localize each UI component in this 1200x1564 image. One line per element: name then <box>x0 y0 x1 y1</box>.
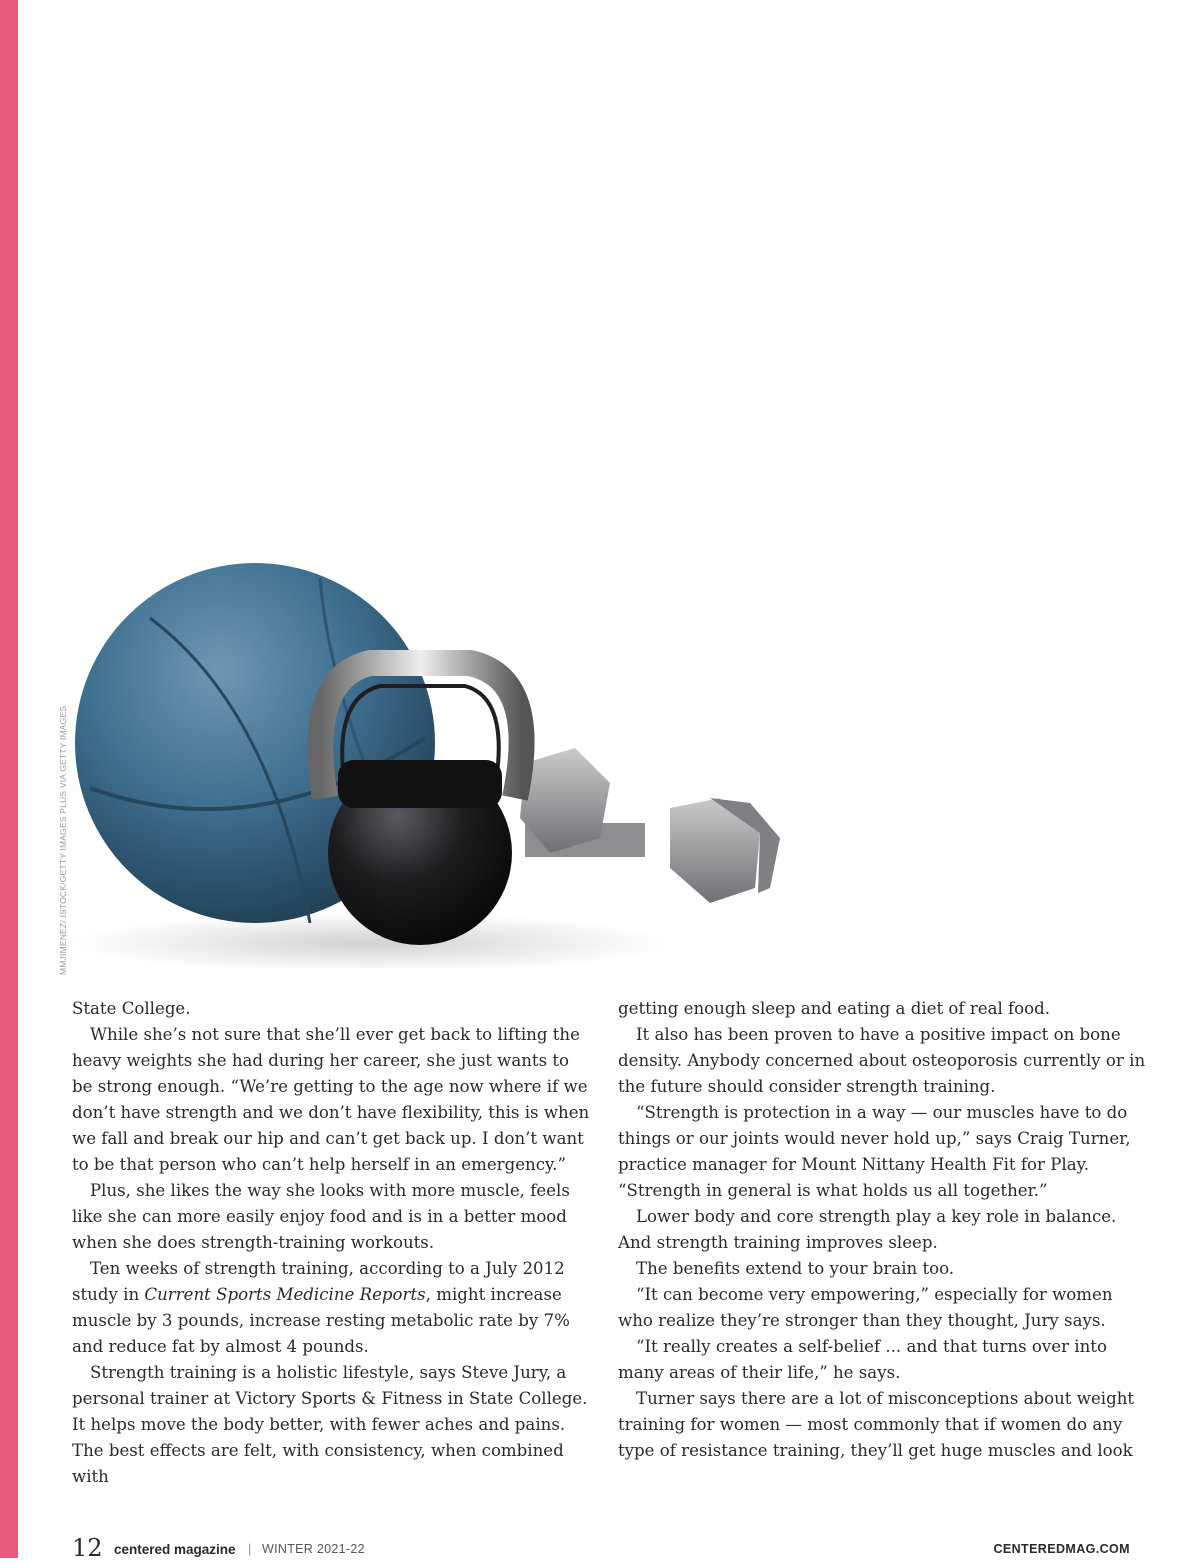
paragraph: While she’s not sure that she’ll ever get back to lifting the heavy weights she had during her career, she just wants to be strong enough. “We’re getting to the age now where if we don’t have strength and we don’t have flexibility, this is when we fall and break our hip and can’t get back up. I don’t want to be that person who can’t help herself in an emergency.” <box>72 1025 590 1174</box>
page-footer <box>72 1534 1130 1564</box>
paragraph-text: , might increase muscle by 3 pounds, increase resting metabolic rate by 7% and reduce fat by almost 4 pounds. <box>72 1285 570 1356</box>
footer-separator: | <box>248 1541 252 1556</box>
paragraph: Lower body and core strength play a key role in balance. And strength training improves sleep. <box>618 1207 1117 1252</box>
paragraph: Turner says there are a lot of misconceptions about weight training for women — most commonly that if women do any type of resistance training, they’ll get huge muscles and look <box>618 1389 1135 1460</box>
paragraph: “Strength is protection in a way — our muscles have to do things or our joints would never hold up,” says Craig Turner, practice manager for Mount Nittany Health Fit for Play. “Strength in general is what holds us all together.” <box>618 1103 1131 1200</box>
issue-date: WINTER 2021-22 <box>262 1542 365 1556</box>
paragraph: State College. <box>72 999 191 1018</box>
journal-title: Current Sports Medicine Reports <box>144 1285 426 1304</box>
paragraph: “It can become very empowering,” especially for women who realize they’re stronger than they thought, Jury says. <box>618 1285 1113 1330</box>
paragraph: The benefits extend to your brain too. <box>636 1259 955 1278</box>
paragraph: Plus, she likes the way she looks with more muscle, feels like she can more easily enjoy food and is in a better mood when she does strength-training workouts. <box>72 1181 570 1252</box>
article-column-left <box>72 996 594 1490</box>
accent-bar <box>0 0 18 1558</box>
page-number: 12 <box>72 1534 103 1562</box>
photo-credit: MMJIMENEZ/ ISTOCK/GETTY IMAGES PLUS VIA GETTY IMAGES <box>58 705 68 975</box>
paragraph: It also has been proven to have a positive impact on bone density. Anybody concerned about osteoporosis currently or in the future should consider strength training. <box>618 1025 1146 1096</box>
paragraph-text: Ten weeks of strength training, according to a July 2012 study in <box>72 1259 565 1304</box>
article-column-right <box>618 996 1146 1464</box>
magazine-name: centered magazine <box>114 1542 236 1557</box>
dumbbell <box>520 748 780 903</box>
paragraph: “It really creates a self-belief ... and that turns over into many areas of their life,” he says. <box>618 1337 1107 1382</box>
fitness-equipment-photo <box>70 548 790 968</box>
paragraph: getting enough sleep and eating a diet of real food. <box>618 999 1051 1018</box>
website-link[interactable]: CENTEREDMAG.COM <box>993 1542 1130 1556</box>
paragraph <box>72 1256 594 1360</box>
paragraph: Strength training is a holistic lifestyle, says Steve Jury, a personal trainer at Victory Sports & Fitness in State College. It helps move the body better, with fewer aches and pains. The best effects are felt, with consistency, when combined with <box>72 1363 588 1486</box>
